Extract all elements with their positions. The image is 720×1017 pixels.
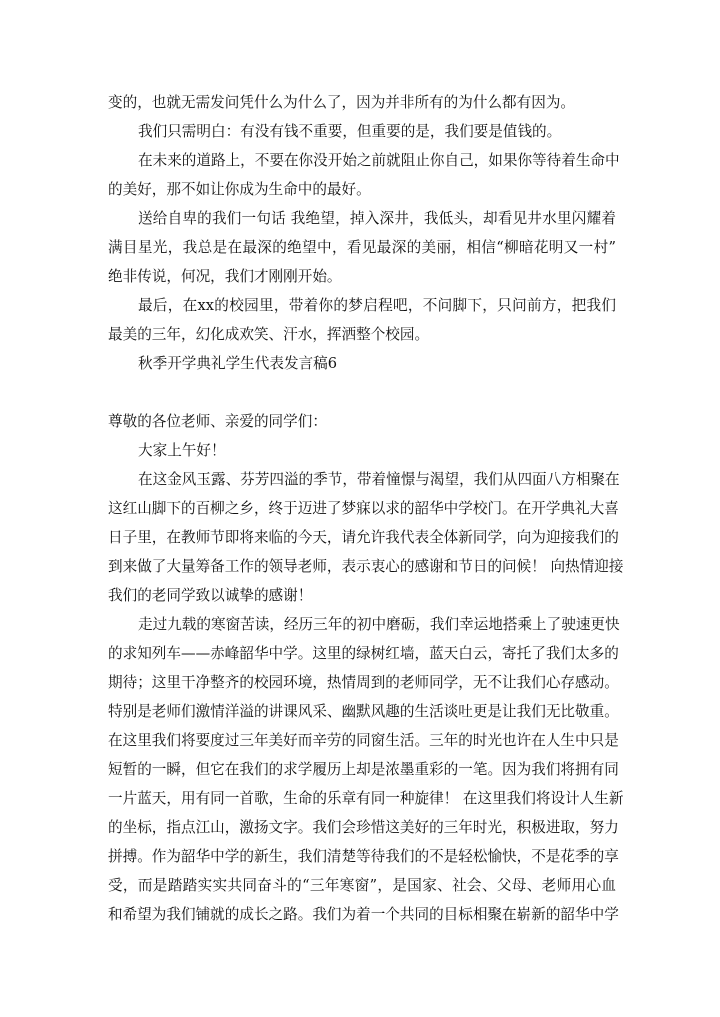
document-page — [108, 88, 624, 929]
text-line: 一片蓝天，用有同一首歌，生命的乐章有同一种旋律！ 在这里我们将设计人生新 — [108, 790, 624, 807]
text-line: 在这金风玉露、芬芳四溢的季节，带着憧憬与渴望，我们从四面八方相聚在 — [138, 471, 620, 488]
text-line: 这红山脚下的百柳之乡，终于迈进了梦寐以求的韶华中学校门。在开学典礼大喜 — [108, 500, 619, 517]
salutation: 尊敬的各位老师、亲爱的同学们： — [108, 413, 327, 430]
text-line: 绝非传说，何况，我们才刚刚开始。 — [108, 268, 342, 285]
text-line: 特别是老师们激情洋溢的讲课风采、幽默风趣的生活谈吐更是让我们无比敬重。 — [108, 703, 619, 720]
text-line: 期待；这里干净整齐的校园环境，热情周到的老师同学，无不让我们心存感动。 — [108, 674, 619, 691]
text-line: 的美好，那不如让你成为生命中的最好。 — [108, 181, 371, 198]
greeting: 大家上午好！ — [138, 442, 226, 459]
section-heading: 秋季开学典礼学生代表发言稿6 — [138, 355, 338, 372]
text-line: 变的，也就无需发问凭什么为什么了，因为并非所有的为什么都有因为。 — [108, 94, 576, 111]
text-line: 日子里，在教师节即将来临的今天，请允许我代表全体新同学，向为迎接我们的 — [108, 529, 619, 546]
text-line: 的求知列车——赤峰韶华中学。这里的绿树红墙，蓝天白云，寄托了我们太多的 — [108, 645, 619, 662]
text-line: 最美的三年，幻化成欢笑、汗水，挥洒整个校园。 — [108, 326, 430, 343]
text-line: 最后，在xx的校园里，带着你的梦启程吧，不问脚下，只问前方，把我们 — [138, 297, 616, 314]
text-line: 在这里我们将要度过三年美好而辛劳的同窗生活。三年的时光也许在人生中只是 — [108, 732, 619, 749]
text-line: 受，而是踏踏实实共同奋斗的“三年寒窗”，是国家、社会、父母、老师用心血 — [108, 877, 616, 894]
blank-gap — [108, 378, 616, 407]
text-line: 的坐标，指点江山，激扬文字。我们会珍惜这美好的三年时光，积极进取，努力 — [108, 819, 619, 836]
text-line: 满目星光，我总是在最深的绝望中，看见最深的美丽，相信“柳暗花明又一村” — [108, 239, 616, 256]
text-line: 我们只需明白：有没有钱不重要，但重要的是，我们要是值钱的。 — [138, 123, 562, 140]
text-line: 在未来的道路上，不要在你没开始之前就阻止你自己，如果你等待着生命中 — [138, 152, 620, 169]
text-line: 短暂的一瞬，但它在我们的求学履历上却是浓墨重彩的一笔。因为我们将拥有同 — [108, 761, 619, 778]
text-line: 到来做了大量筹备工作的领导老师，表示衷心的感谢和节日的问候！ 向热情迎接 — [108, 558, 624, 575]
text-line: 我们的老同学致以诚挚的感谢！ — [108, 587, 313, 604]
text-line: 拼搏。作为韶华中学的新生，我们清楚等待我们的不是轻松愉快，不是花季的享 — [108, 848, 619, 865]
text-line: 送给自卑的我们一句话 我绝望，掉入深井，我低头，却看见井水里闪耀着 — [138, 210, 616, 227]
text-line: 和希望为我们铺就的成长之路。我们为着一个共同的目标相聚在崭新的韶华中学 — [108, 906, 619, 923]
text-line: 走过九载的寒窗苦读，经历三年的初中磨砺，我们幸运地搭乘上了驶速更快 — [138, 616, 620, 633]
